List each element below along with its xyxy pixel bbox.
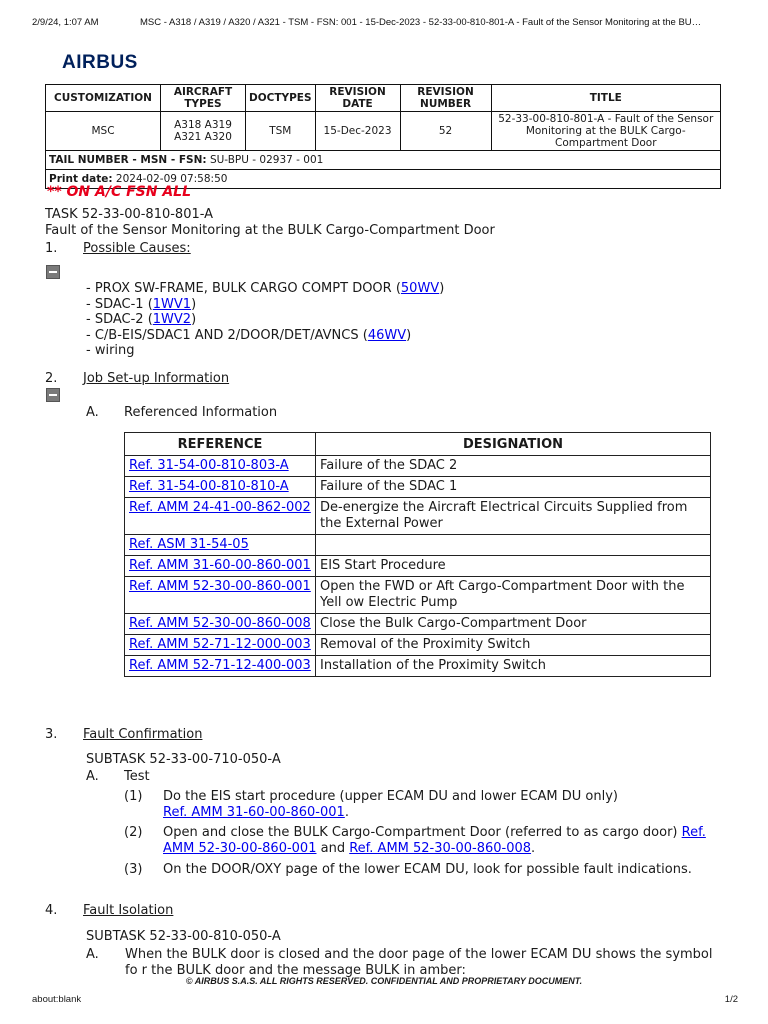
subsection-referenced-info: A. Referenced Information [86, 405, 278, 420]
print-header [32, 17, 742, 28]
table-row [125, 656, 711, 677]
reference-link[interactable]: Ref. AMM 52-71-12-000-003 [129, 637, 311, 652]
section-number: 2. [45, 371, 58, 386]
print-date-value: 2024-02-09 07:58:50 [112, 173, 228, 185]
reference-link[interactable]: Ref. ASM 31-54-05 [129, 537, 249, 552]
reference-link[interactable]: Ref. AMM 52-71-12-400-003 [129, 658, 311, 673]
reference-link[interactable]: Ref. AMM 31-60-00-860-001 [129, 558, 311, 573]
list-item: - SDAC-2 (1WV2) [86, 312, 197, 328]
meta-title-line1: 52-33-00-810-801-A - Fault of the Sensor [498, 113, 714, 125]
tail-label: TAIL NUMBER - MSN - FSN: [49, 154, 207, 166]
list-item: - wiring [86, 343, 135, 359]
task-title: Fault of the Sensor Monitoring at the BULK Cargo-Compartment Door [45, 223, 495, 238]
column-header-designation: DESIGNATION [316, 433, 711, 456]
meta-header-title: TITLE [491, 85, 720, 112]
meta-revision-number: 52 [400, 112, 491, 151]
designation-cell: Failure of the SDAC 1 [316, 477, 711, 498]
print-page-title: MSC - A318 / A319 / A320 / A321 - TSM - FSN: 001 - 15-Dec-2023 - 52-33-00-810-801-A - Fault of the Sensor Monitoring at the BU… [140, 17, 702, 28]
meta-header-customization: CUSTOMIZATION [46, 85, 161, 112]
print-url: about:blank [32, 994, 82, 1005]
meta-header-revision-date: REVISION DATE [315, 85, 400, 112]
list-item: - SDAC-1 (1WV1) [86, 296, 197, 312]
meta-header-doctypes: DOCTYPES [246, 85, 316, 112]
cause-link[interactable]: 1WV1 [152, 296, 192, 312]
section-number: 4. [45, 903, 58, 918]
airbus-logo: AIRBUS [62, 52, 138, 73]
reference-link[interactable]: Ref. AMM 52-30-00-860-008 [129, 616, 311, 631]
section-label: Job Set-up Information [83, 371, 230, 386]
possible-causes-list [86, 281, 444, 359]
meta-title-line2: Monitoring at the BULK Cargo-Compartment Door [525, 125, 686, 149]
table-row [125, 635, 711, 656]
section-job-setup [45, 371, 229, 386]
reference-link[interactable]: Ref. 31-54-00-810-810-A [129, 479, 289, 494]
copyright-notice: © AIRBUS S.A.S. ALL RIGHTS RESERVED. CONFIDENTIAL AND PROPRIETARY DOCUMENT. [185, 976, 583, 986]
tail-value: SU-BPU - 02937 - 001 [206, 154, 324, 166]
designation-cell: Close the Bulk Cargo-Compartment Door [316, 614, 711, 635]
meta-revision-date: 15-Dec-2023 [315, 112, 400, 151]
section-fault-confirmation [45, 727, 202, 742]
cause-link[interactable]: 1WV2 [152, 312, 192, 328]
fsn-applicability-note: ** ON A/C FSN ALL [47, 184, 192, 200]
table-header-row [125, 433, 711, 456]
meta-aircraft-types [161, 112, 246, 151]
task-id: TASK 52-33-00-810-801-A [45, 207, 214, 222]
table-row [125, 535, 711, 556]
list-item: - PROX SW-FRAME, BULK CARGO COMPT DOOR (50WV) [86, 281, 445, 296]
section-number: 3. [45, 727, 58, 742]
section-number: 1. [45, 241, 58, 256]
cause-link[interactable]: 46WV [367, 327, 407, 343]
aircraft-types-line2: A321 A320 [174, 131, 232, 143]
section-label: Possible Causes: [83, 241, 191, 256]
aircraft-types-line1: A318 A319 [174, 119, 232, 131]
print-date-time: 2/9/24, 1:07 AM [32, 17, 99, 28]
designation-cell: EIS Start Procedure [316, 556, 711, 577]
designation-cell: Installation of the Proximity Switch [316, 656, 711, 677]
meta-customization: MSC [46, 112, 161, 151]
designation-cell: Open the FWD or Aft Cargo-Compartment Door with the Yell ow Electric Pump [316, 577, 711, 614]
subtask-id: SUBTASK 52-33-00-710-050-A [86, 752, 281, 767]
section-label: Fault Isolation [83, 903, 174, 918]
subtask-id: SUBTASK 52-33-00-810-050-A [86, 929, 281, 944]
designation-cell: Removal of the Proximity Switch [316, 635, 711, 656]
meta-value-row [46, 112, 721, 151]
table-row [125, 577, 711, 614]
reference-link[interactable]: Ref. AMM 52-30-00-860-001 [129, 579, 311, 594]
meta-title [491, 112, 720, 151]
meta-header-revision-number: REVISION NUMBER [400, 85, 491, 112]
reference-link[interactable]: Ref. AMM 52-30-00-860-001 [163, 825, 706, 856]
table-row [125, 456, 711, 477]
designation-cell: Failure of the SDAC 2 [316, 456, 711, 477]
meta-doctype: TSM [246, 112, 316, 151]
reference-link[interactable]: Ref. 31-54-00-810-803-A [129, 458, 289, 473]
meta-header-row [46, 85, 721, 112]
cause-link[interactable]: 50WV [400, 281, 440, 296]
meta-header-aircraft-types: AIRCRAFT TYPES [161, 85, 246, 112]
referenced-information-table [124, 432, 711, 677]
section-possible-causes [45, 241, 191, 256]
list-item: - C/B-EIS/SDAC1 AND 2/DOOR/DET/AVNCS (46WV) [86, 327, 412, 343]
table-row [125, 556, 711, 577]
section-label: Fault Confirmation [83, 727, 203, 742]
designation-cell: De-energize the Aircraft Electrical Circuits Supplied from the External Power [316, 498, 711, 535]
print-date-label: Print date: [49, 173, 113, 185]
reference-link[interactable]: Ref. AMM 52-30-00-860-008 [349, 841, 532, 856]
document-meta-table [45, 84, 721, 189]
reference-link[interactable]: Ref. AMM 24-41-00-862-002 [129, 500, 311, 515]
collapse-toggle-icon[interactable] [46, 265, 60, 279]
meta-tail-number [46, 151, 721, 170]
reference-link[interactable]: Ref. AMM 31-60-00-860-001 [163, 805, 345, 820]
meta-tail-row [46, 151, 721, 170]
collapse-toggle-icon[interactable] [46, 388, 60, 402]
section-fault-isolation [45, 903, 173, 918]
column-header-reference: REFERENCE [125, 433, 316, 456]
subsection-test: A. Test [86, 769, 150, 784]
designation-cell [316, 535, 711, 556]
table-row [125, 614, 711, 635]
table-row [125, 477, 711, 498]
table-row [125, 498, 711, 535]
page-number: 1/2 [724, 994, 738, 1005]
